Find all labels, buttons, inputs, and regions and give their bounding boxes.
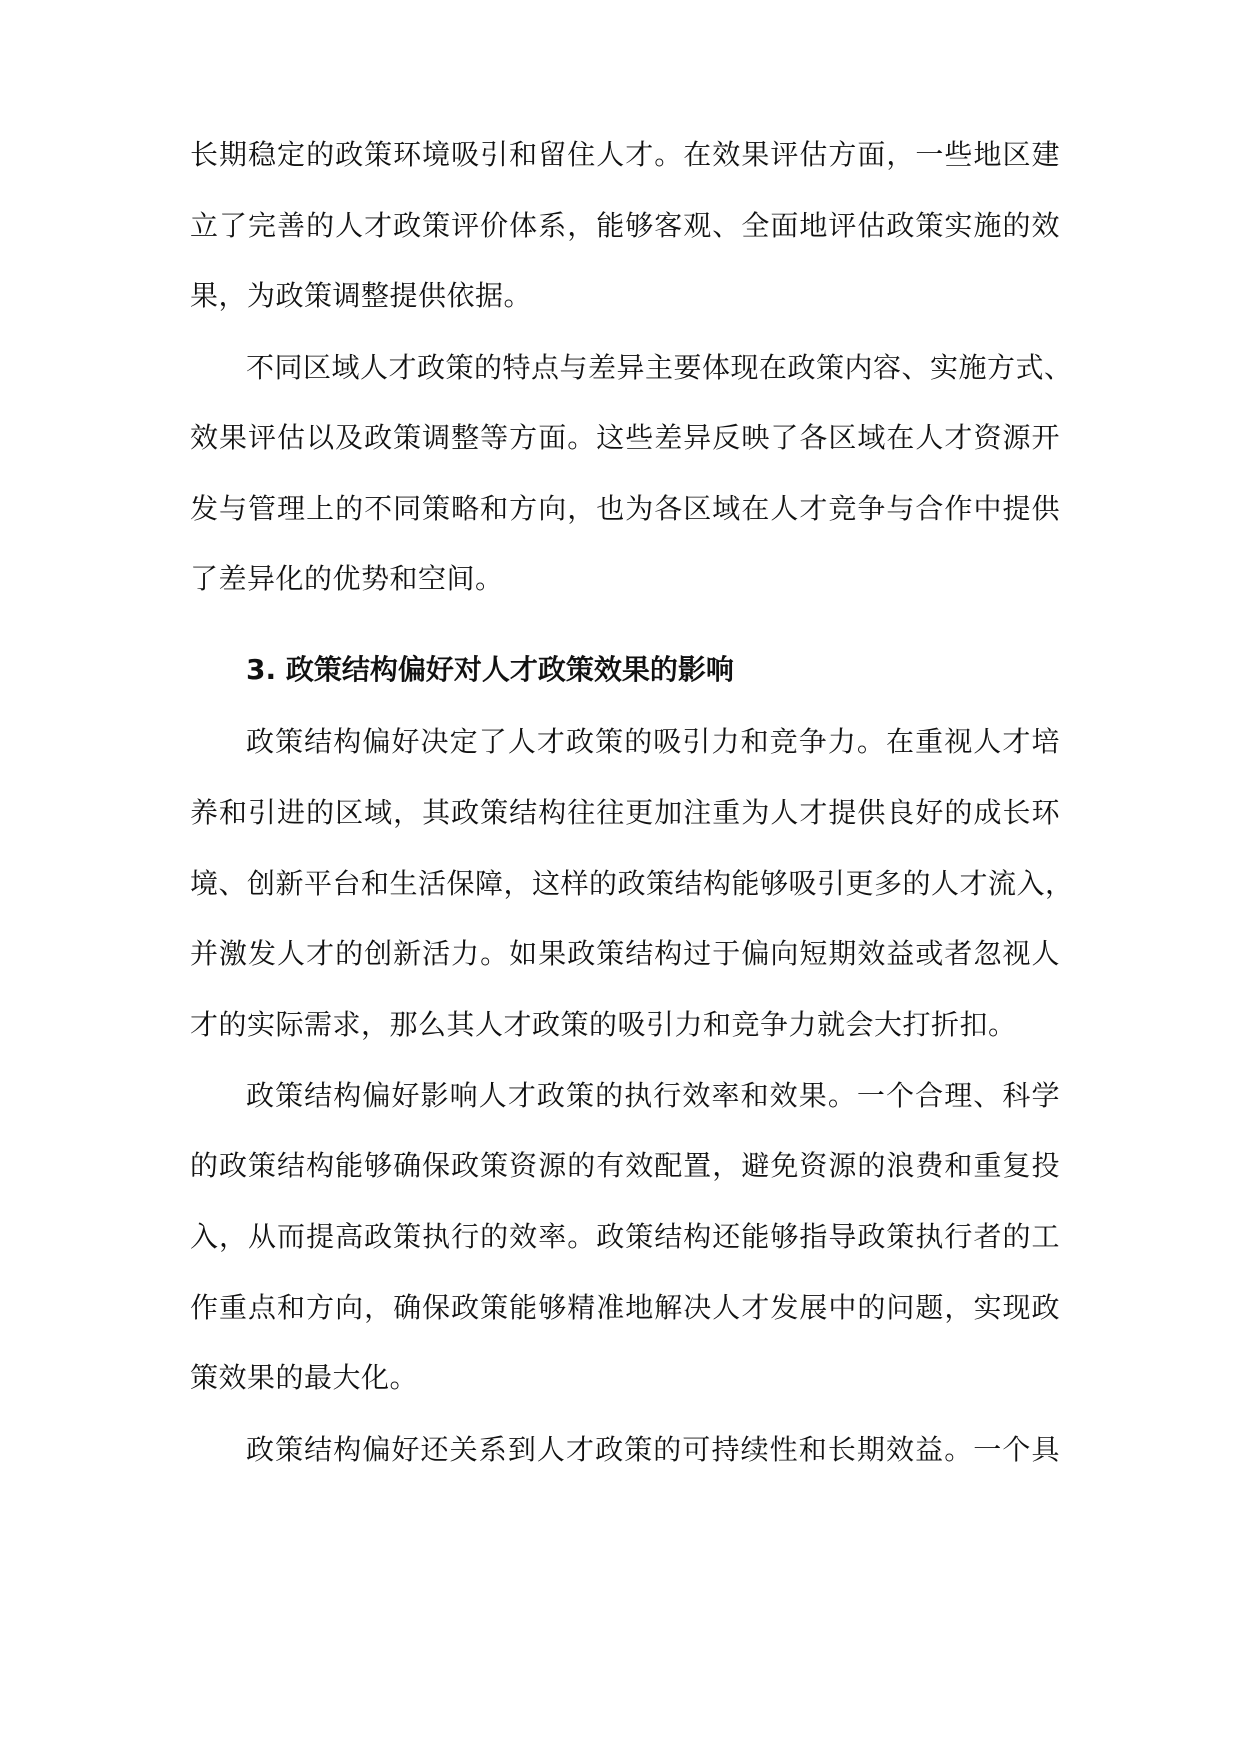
text-line: 政策结构偏好还关系到人才政策的可持续性和长期效益。一个具: [246, 1433, 1060, 1466]
text-line: 才的实际需求，那么其人才政策的吸引力和竞争力就会大打折扣。: [190, 1008, 1017, 1041]
text-line: 入，从而提高政策执行的效率。政策结构还能够指导政策执行者的工: [190, 1220, 1060, 1253]
text-line: 作重点和方向，确保政策能够精准地解决人才发展中的问题，实现政: [190, 1291, 1060, 1324]
text-line: 立了完善的人才政策评价体系，能够客观、全面地评估政策实施的效: [190, 209, 1060, 242]
text-line: 境、创新平台和生活保障，这样的政策结构能够吸引更多的人才流入，: [190, 867, 1074, 900]
text-line: 效果评估以及政策调整等方面。这些差异反映了各区域在人才资源开: [190, 421, 1060, 454]
text-line: 的政策结构能够确保政策资源的有效配置，避免资源的浪费和重复投: [190, 1149, 1060, 1182]
text-line: 策效果的最大化。: [190, 1361, 419, 1394]
text-line: 了差异化的优势和空间。: [190, 562, 504, 595]
text-line: 政策结构偏好影响人才政策的执行效率和效果。一个合理、科学: [246, 1079, 1060, 1112]
text-line: 不同区域人才政策的特点与差异主要体现在政策内容、实施方式、: [246, 351, 1073, 384]
text-line: 养和引进的区域，其政策结构往往更加注重为人才提供良好的成长环: [190, 796, 1060, 829]
text-line: 长期稳定的政策环境吸引和留住人才。在效果评估方面，一些地区建: [190, 138, 1060, 171]
text-line: 政策结构偏好决定了人才政策的吸引力和竞争力。在重视人才培: [246, 725, 1060, 758]
text-line: 发与管理上的不同策略和方向，也为各区域在人才竞争与合作中提供: [190, 492, 1060, 525]
section-heading: 3. 政策结构偏好对人才政策效果的影响: [246, 653, 734, 686]
text-line: 果，为政策调整提供依据。: [190, 279, 533, 312]
text-line: 并激发人才的创新活力。如果政策结构过于偏向短期效益或者忽视人: [190, 937, 1060, 970]
